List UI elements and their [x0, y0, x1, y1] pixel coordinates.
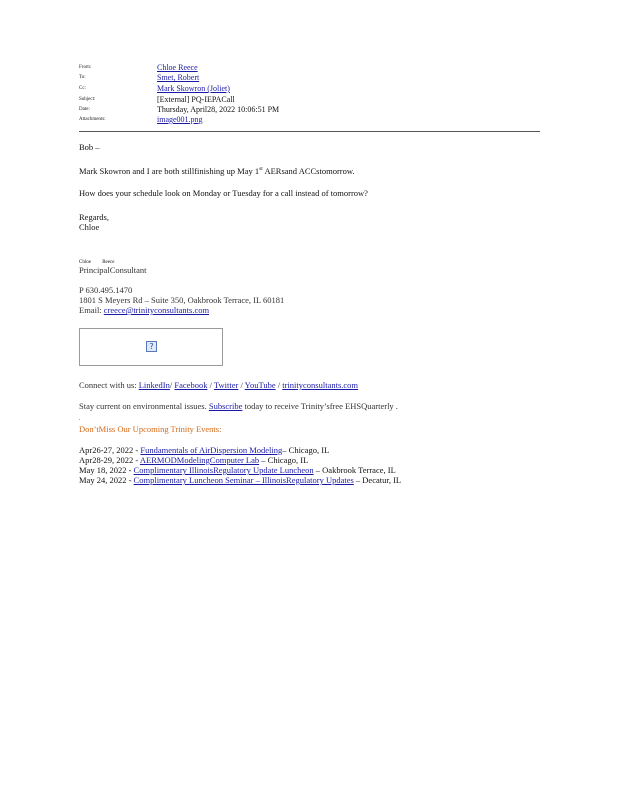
company-logo-placeholder[interactable]	[79, 328, 223, 366]
body-line-1	[79, 166, 355, 176]
sender-name: Chloe	[79, 222, 100, 232]
event-date: Apr26-27, 2022 -	[79, 445, 141, 455]
cc-label: Cc:	[79, 86, 86, 91]
header-divider	[79, 131, 540, 132]
youtube-link[interactable]: YouTube	[244, 380, 276, 390]
events-dot: .	[79, 416, 81, 422]
event-link[interactable]: Fundamentals of AirDispersion Modeling	[140, 445, 283, 455]
attachments-label: Attachments:	[79, 117, 106, 122]
signature-title: PrincipalConsultant	[79, 265, 147, 275]
event-location: – Decatur, IL	[353, 475, 402, 485]
signature-first-name: Chloe	[79, 260, 91, 265]
event-date: Apr28-29, 2022 -	[79, 455, 140, 465]
event-item	[79, 455, 308, 465]
cc-value[interactable]: Mark Skowron (Joliet)	[157, 84, 230, 93]
event-item	[79, 465, 396, 475]
subscribe-link[interactable]: Subscribe	[208, 401, 243, 411]
facebook-link[interactable]: Facebook	[174, 380, 208, 390]
greeting: Bob –	[79, 142, 100, 152]
event-item	[79, 445, 329, 455]
subscribe-after: today to receive Trinity’sfree EHSQuarterly .	[242, 401, 398, 411]
event-date: May 18, 2022 -	[79, 465, 134, 475]
website-link[interactable]: trinityconsultants.com	[282, 380, 359, 390]
event-location: – Chicago, IL	[282, 445, 330, 455]
subject-value: [External] PQ-IEPACall	[157, 95, 235, 104]
social-prefix: Connect with us:	[79, 380, 139, 390]
date-label: Date:	[79, 107, 90, 112]
from-value[interactable]: Chloe Reece	[157, 63, 198, 72]
event-date: May 24, 2022 -	[79, 475, 134, 485]
event-link[interactable]: Complimentary IllinoisRegulatory Update Luncheon	[133, 465, 314, 475]
event-location: – Oakbrook Terrace, IL	[313, 465, 396, 475]
email-link[interactable]: creece@trinityconsultants.com	[103, 305, 210, 315]
signature-last-name: Reece	[102, 260, 115, 265]
subscribe-before: Stay current on environmental issues.	[79, 401, 209, 411]
events-heading: Don’tMiss Our Upcoming Trinity Events:	[79, 424, 222, 434]
broken-image-icon: ?	[146, 341, 157, 352]
event-location: – Chicago, IL	[259, 455, 309, 465]
body-line-2: How does your schedule look on Monday or Tuesday for a call instead of tomorrow?	[79, 188, 368, 198]
twitter-link[interactable]: Twitter	[213, 380, 239, 390]
subject-label: Subject:	[79, 97, 96, 102]
date-value: Thursday, April28, 2022 10:06:51 PM	[157, 105, 280, 114]
signature-email-line	[79, 305, 209, 315]
event-link[interactable]: Complimentary Luncheon Seminar – IllinoisRegulatory Updates	[133, 475, 354, 485]
body-line-1-text: Mark Skowron and I are both stillfinishing up May 1	[79, 166, 260, 176]
social-separator: /	[238, 380, 245, 390]
from-label: From:	[79, 65, 92, 70]
linkedin-link[interactable]: LinkedIn	[138, 380, 170, 390]
body-line-1-text-end: AERsand ACCstomorrow.	[262, 166, 355, 176]
regards: Regards,	[79, 212, 109, 222]
social-separator: /	[207, 380, 214, 390]
subscribe-line	[79, 401, 398, 411]
event-link[interactable]: AERMODModelingComputer Lab	[139, 455, 260, 465]
social-separator: /	[169, 380, 175, 390]
event-item	[79, 475, 401, 485]
social-links	[79, 380, 358, 390]
attachment-link[interactable]: image001.png	[157, 115, 203, 124]
to-value[interactable]: Smet, Robert	[157, 73, 200, 82]
signature-phone: P 630.495.1470	[79, 285, 133, 295]
to-label: To:	[79, 75, 86, 80]
body-line-1-superscript: st	[259, 166, 263, 173]
email-label: Email:	[79, 305, 104, 315]
signature-address: 1801 S Meyers Rd – Suite 350, Oakbrook Terrace, IL 60181	[79, 295, 285, 305]
social-separator: /	[275, 380, 283, 390]
